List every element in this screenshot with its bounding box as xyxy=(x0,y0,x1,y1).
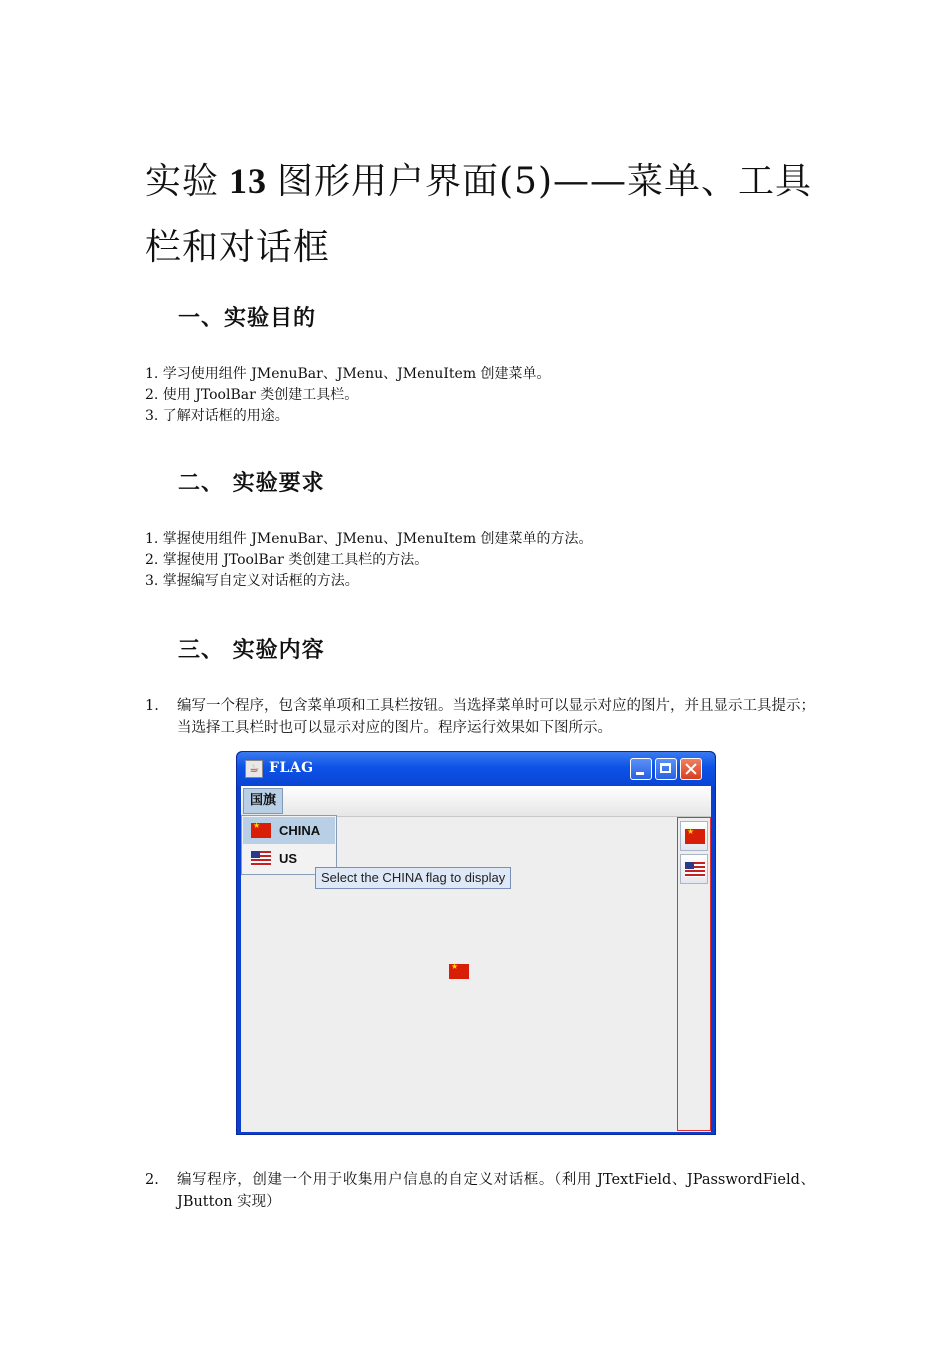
section-heading-purpose: 一、实验目的 xyxy=(178,306,317,331)
menu-item-label: US xyxy=(279,851,298,866)
java-cup-icon[interactable]: ☕ xyxy=(245,760,263,778)
flag-window xyxy=(236,751,716,1135)
window-titlebar[interactable] xyxy=(237,752,715,786)
content-item-text: 编写程序，创建一个用于收集用户信息的自定义对话框。（利用 JTextField、JPasswordField、JButton 实现） xyxy=(177,1172,815,1210)
displayed-china-flag-icon xyxy=(449,964,469,979)
toolbar-button-us[interactable] xyxy=(680,854,708,884)
menu-item-label: CHINA xyxy=(279,823,321,838)
us-flag-icon xyxy=(251,851,271,866)
menu-item-china[interactable] xyxy=(243,817,335,844)
china-flag-icon xyxy=(685,829,705,844)
list-item: 2. 掌握使用 JToolBar 类创建工具栏的方法。 xyxy=(145,552,429,568)
toolbar-button-china[interactable] xyxy=(680,821,708,851)
list-item: 1. 学习使用组件 JMenuBar、JMenu、JMenuItem 创建菜单。 xyxy=(145,366,551,382)
content-item-index: 2. xyxy=(145,1172,159,1188)
menu-flags[interactable]: 国旗 xyxy=(243,788,283,814)
content-item-text: 编写一个程序，包含菜单项和工具栏按钮。当选择菜单时可以显示对应的图片，并且显示工具提示；当选择工具栏时也可以显示对应的图片。程序运行效果如下图所示。 xyxy=(177,698,815,736)
tooltip: Select the CHINA flag to display xyxy=(315,867,511,889)
content-item-index: 1. xyxy=(145,698,159,714)
content-item-1 xyxy=(145,695,815,739)
list-item: 3. 了解对话框的用途。 xyxy=(145,408,289,424)
title-main: 图形用户界面(5)——菜单、工具栏和对话框 xyxy=(145,161,813,268)
section-heading-content: 三、 实验内容 xyxy=(178,638,325,663)
section-heading-requirements: 二、 实验要求 xyxy=(178,471,325,496)
maximize-button[interactable] xyxy=(655,758,677,780)
us-flag-icon xyxy=(685,862,705,877)
purpose-list xyxy=(145,364,551,427)
title-number: 13 xyxy=(229,161,268,201)
list-item: 1. 掌握使用组件 JMenuBar、JMenu、JMenuItem 创建菜单的方法。 xyxy=(145,531,593,547)
page-title xyxy=(145,148,825,281)
title-prefix: 实验 xyxy=(145,161,220,202)
content-item-2 xyxy=(145,1169,815,1213)
window-title: FLAG xyxy=(269,760,314,776)
list-item: 3. 掌握编写自定义对话框的方法。 xyxy=(145,573,359,589)
china-flag-icon xyxy=(251,823,271,838)
close-button[interactable] xyxy=(680,758,702,780)
list-item: 2. 使用 JToolBar 类创建工具栏。 xyxy=(145,387,359,403)
minimize-button[interactable] xyxy=(630,758,652,780)
menu-popup xyxy=(241,815,337,875)
menu-bar xyxy=(241,786,711,817)
requirements-list xyxy=(145,529,593,592)
vertical-toolbar xyxy=(677,817,711,1131)
window-content xyxy=(241,786,711,1132)
